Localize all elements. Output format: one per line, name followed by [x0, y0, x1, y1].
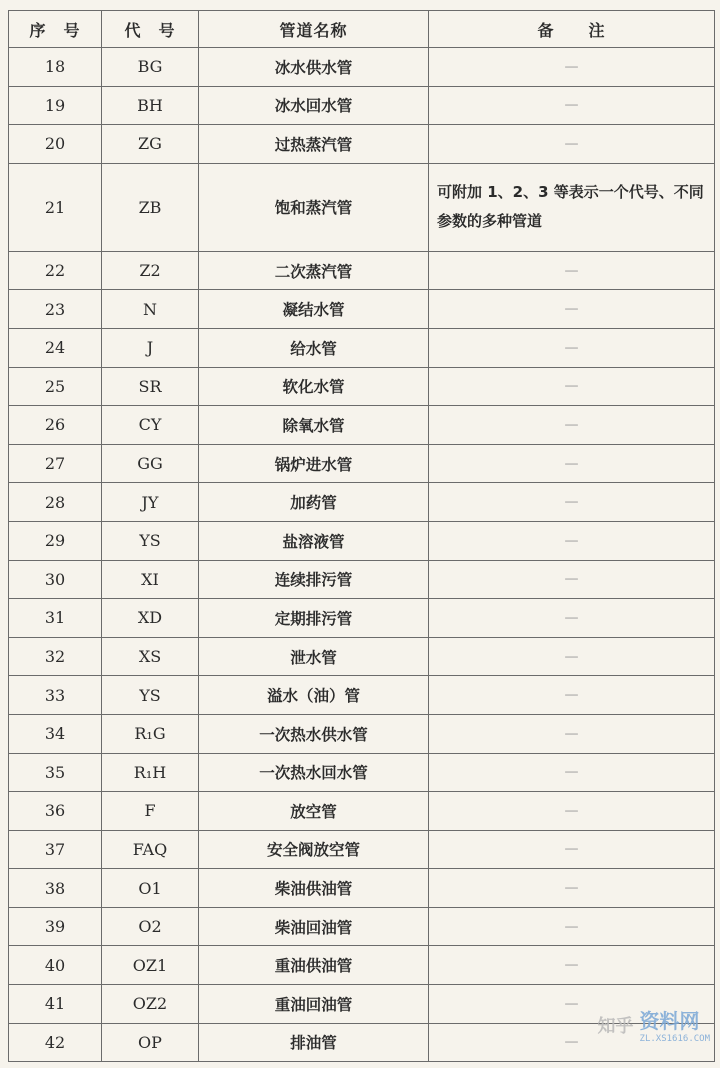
- table-row: [9, 444, 715, 483]
- cell-no: 21: [9, 163, 102, 251]
- header-note: 备 注: [429, 11, 715, 48]
- cell-no: 40: [9, 946, 102, 985]
- cell-code: XD: [102, 599, 199, 638]
- cell-note: —: [429, 86, 715, 125]
- cell-note: —: [429, 125, 715, 164]
- watermark-url: ZL.XS1616.COM: [639, 1034, 710, 1044]
- cell-code: O1: [102, 869, 199, 908]
- cell-note: —: [429, 444, 715, 483]
- table-row: [9, 792, 715, 831]
- cell-note: —: [429, 251, 715, 290]
- cell-name: 柴油供油管: [199, 869, 429, 908]
- cell-note: —: [429, 328, 715, 367]
- cell-code: F: [102, 792, 199, 831]
- table-body: [9, 48, 715, 1062]
- cell-no: 38: [9, 869, 102, 908]
- table-row: [9, 907, 715, 946]
- table-row: [9, 560, 715, 599]
- cell-name: 凝结水管: [199, 290, 429, 329]
- table-row: [9, 714, 715, 753]
- cell-name: 冰水供水管: [199, 48, 429, 87]
- cell-no: 25: [9, 367, 102, 406]
- cell-note: —: [429, 869, 715, 908]
- table-row: [9, 830, 715, 869]
- cell-note: —: [429, 599, 715, 638]
- cell-name: 软化水管: [199, 367, 429, 406]
- cell-name: 一次热水回水管: [199, 753, 429, 792]
- cell-no: 39: [9, 907, 102, 946]
- cell-note: —: [429, 753, 715, 792]
- cell-code: J: [102, 328, 199, 367]
- cell-name: 一次热水供水管: [199, 714, 429, 753]
- cell-note: —: [429, 792, 715, 831]
- cell-note: —: [429, 560, 715, 599]
- watermark-text: 知乎: [597, 1015, 634, 1037]
- cell-note: —: [429, 946, 715, 985]
- cell-note: —: [429, 714, 715, 753]
- cell-code: OZ2: [102, 985, 199, 1024]
- cell-no: 19: [9, 86, 102, 125]
- cell-name: 柴油回油管: [199, 907, 429, 946]
- cell-name: 给水管: [199, 328, 429, 367]
- cell-name: 放空管: [199, 792, 429, 831]
- cell-name: 安全阀放空管: [199, 830, 429, 869]
- table-row: [9, 521, 715, 560]
- cell-note: —: [429, 637, 715, 676]
- cell-name: 过热蒸汽管: [199, 125, 429, 164]
- cell-name: 饱和蒸汽管: [199, 163, 429, 251]
- header-name: 管道名称: [199, 11, 429, 48]
- cell-note: 可附加 1、2、3 等表示一个代号、不同参数的多种管道: [429, 163, 715, 251]
- cell-code: R₁H: [102, 753, 199, 792]
- cell-no: 26: [9, 406, 102, 445]
- header-no: 序 号: [9, 11, 102, 48]
- cell-no: 24: [9, 328, 102, 367]
- table-row: [9, 637, 715, 676]
- cell-no: 33: [9, 676, 102, 715]
- cell-name: 定期排污管: [199, 599, 429, 638]
- cell-code: O2: [102, 907, 199, 946]
- cell-name: 锅炉进水管: [199, 444, 429, 483]
- cell-name: 二次蒸汽管: [199, 251, 429, 290]
- table-row: [9, 676, 715, 715]
- cell-name: 重油供油管: [199, 946, 429, 985]
- table-row: [9, 946, 715, 985]
- cell-name: 除氧水管: [199, 406, 429, 445]
- cell-note: —: [429, 48, 715, 87]
- table-row: [9, 125, 715, 164]
- cell-name: 冰水回水管: [199, 86, 429, 125]
- table-row: [9, 328, 715, 367]
- cell-name: 盐溶液管: [199, 521, 429, 560]
- cell-code: ZG: [102, 125, 199, 164]
- watermark: [598, 1005, 710, 1044]
- cell-no: 37: [9, 830, 102, 869]
- table-row: [9, 599, 715, 638]
- cell-code: GG: [102, 444, 199, 483]
- cell-code: OZ1: [102, 946, 199, 985]
- table-row: [9, 753, 715, 792]
- cell-no: 30: [9, 560, 102, 599]
- cell-note: —: [429, 676, 715, 715]
- cell-no: 41: [9, 985, 102, 1024]
- cell-code: CY: [102, 406, 199, 445]
- cell-no: 20: [9, 125, 102, 164]
- table-row: [9, 483, 715, 522]
- cell-code: FAQ: [102, 830, 199, 869]
- cell-note: —: [429, 985, 715, 1024]
- cell-code: Z2: [102, 251, 199, 290]
- cell-no: 32: [9, 637, 102, 676]
- table-header-row: [9, 11, 715, 48]
- cell-code: JY: [102, 483, 199, 522]
- cell-code: YS: [102, 521, 199, 560]
- cell-no: 31: [9, 599, 102, 638]
- table-row: [9, 406, 715, 445]
- cell-no: 34: [9, 714, 102, 753]
- cell-note: —: [429, 830, 715, 869]
- cell-note: —: [429, 1023, 715, 1062]
- cell-no: 22: [9, 251, 102, 290]
- cell-code: XI: [102, 560, 199, 599]
- cell-no: 42: [9, 1023, 102, 1062]
- table-row: [9, 163, 715, 251]
- cell-note: —: [429, 406, 715, 445]
- cell-no: 28: [9, 483, 102, 522]
- cell-note: —: [429, 907, 715, 946]
- table-row: [9, 251, 715, 290]
- table-row: [9, 869, 715, 908]
- cell-no: 27: [9, 444, 102, 483]
- cell-code: N: [102, 290, 199, 329]
- cell-code: BG: [102, 48, 199, 87]
- cell-code: R₁G: [102, 714, 199, 753]
- cell-code: SR: [102, 367, 199, 406]
- cell-code: OP: [102, 1023, 199, 1062]
- cell-note: —: [429, 521, 715, 560]
- cell-no: 29: [9, 521, 102, 560]
- cell-code: XS: [102, 637, 199, 676]
- cell-name: 加药管: [199, 483, 429, 522]
- table-row: [9, 86, 715, 125]
- cell-name: 溢水（油）管: [199, 676, 429, 715]
- cell-name: 重油回油管: [199, 985, 429, 1024]
- cell-no: 36: [9, 792, 102, 831]
- cell-name: 泄水管: [199, 637, 429, 676]
- pipe-code-table: [8, 10, 715, 1062]
- cell-no: 35: [9, 753, 102, 792]
- cell-no: 23: [9, 290, 102, 329]
- cell-note: —: [429, 290, 715, 329]
- cell-code: ZB: [102, 163, 199, 251]
- cell-name: 连续排污管: [199, 560, 429, 599]
- table-row: [9, 290, 715, 329]
- watermark-brand-block: [640, 1005, 710, 1044]
- cell-code: BH: [102, 86, 199, 125]
- watermark-brand: 资料网: [639, 1009, 700, 1033]
- cell-no: 18: [9, 48, 102, 87]
- table-row: [9, 48, 715, 87]
- cell-name: 排油管: [199, 1023, 429, 1062]
- cell-note: —: [429, 483, 715, 522]
- cell-note: —: [429, 367, 715, 406]
- cell-code: YS: [102, 676, 199, 715]
- table-row: [9, 367, 715, 406]
- header-code: 代 号: [102, 11, 199, 48]
